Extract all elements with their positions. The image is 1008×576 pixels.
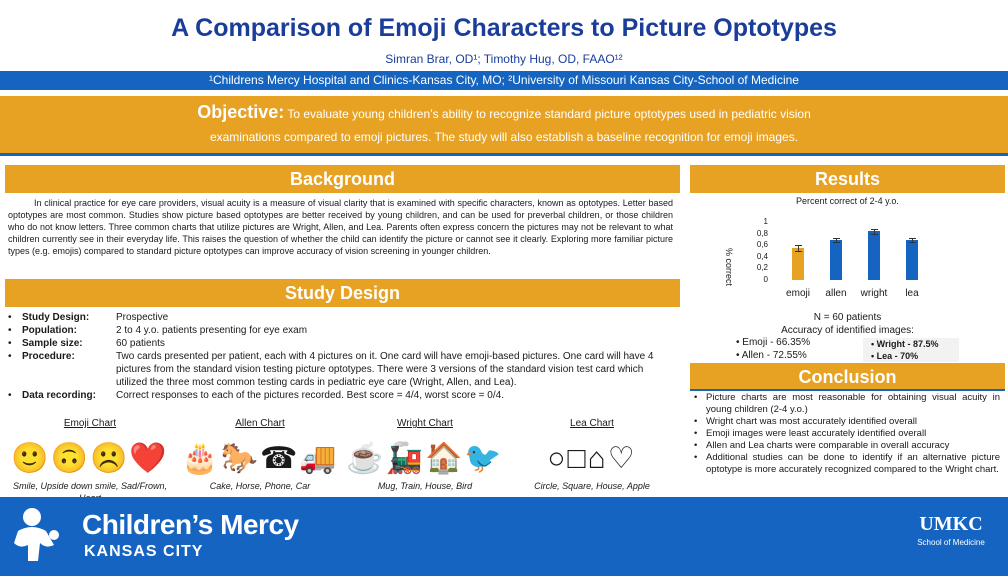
result-item: • Lea - 70% [871,351,919,361]
conclusion-item: • Allen and Lea charts were comparable in overall accuracy [694,440,1000,452]
allen-chart-sample [180,418,340,492]
y-tick-label: 0,4 [756,251,768,261]
wright-chart-sample [345,418,505,492]
allen-pictures-icon: 🎂🐎☎🚚 [181,442,339,475]
objective-text-1: To evaluate young children’s ability to recognize standard picture optotypes used in pediatric vision [287,107,811,121]
conclusion-item: • Picture charts are most reasonable for obtaining visual acuity in young children (2-4 y.o.) [694,392,1000,416]
study-design-heading: Study Design [5,279,680,307]
chart-y-axis-label: % correct [724,248,734,287]
objective-text-2: examinations compared to emoji pictures. The study will also establish a baseline recognition for emoji images. [209,130,799,144]
error-cap [795,251,802,252]
accuracy-label: Accuracy of identified images: [781,325,914,336]
y-tick-label: 0,6 [756,240,768,250]
affiliations-bar: ¹Childrens Mercy Hospital and Clinics-Kansas City, MO; ²University of Missouri Kansas City-School of Medicine [0,71,1008,90]
y-tick-label: 0,2 [756,263,768,273]
bar-wright [868,231,880,280]
result-item: • Emoji - 66.35% [736,337,811,348]
results-highlight-box [863,338,959,362]
error-cap [833,242,840,243]
result-item: • Wright - 87.5% [871,339,939,349]
conclusion-heading: Conclusion [690,363,1005,391]
objective-banner [0,96,1008,156]
emoji-chart-sample [10,418,170,504]
error-cap [909,242,916,243]
y-tick-label: 0 [763,275,768,284]
org-name: Children’s Mercy [82,509,299,540]
lea-chart-sample [512,418,672,492]
authors: Simran Brar, OD¹; Timothy Hug, OD, FAAO¹² [385,52,623,66]
emoji-chart-title: Emoji Chart [63,418,117,429]
error-cap [871,234,878,235]
chart-title: Percent correct of 2-4 y.o. [796,196,899,206]
footer-bar [0,497,1008,576]
emoji-pictures-icon: 🙂🙃☹️❤️ [11,442,169,475]
lea-chart-title: Lea Chart [570,418,614,429]
wright-pictures-icon: ☕🚂🏠🐦 [346,442,504,475]
background-heading: Background [5,165,680,193]
error-cap [909,238,916,239]
error-cap [871,229,878,230]
conclusion-item: • Emoji images were least accurately identified overall [694,428,1000,440]
x-tick-label: allen [825,288,847,299]
conclusion-item: • Additional studies can be done to identify if an alternative picture optotype is more accurately recognized compared to the Wright chart. [694,452,1000,476]
results-summary [690,311,1005,337]
x-tick-label: lea [905,288,919,299]
error-cap [795,245,802,246]
objective-label: Objective: [197,102,285,122]
wright-chart-caption: Mug, Train, House, Bird [377,481,473,491]
y-tick-label: 1 [763,217,768,226]
conclusion-list [694,392,1000,476]
allen-chart-title: Allen Chart [235,418,285,429]
lea-chart-caption: Circle, Square, House, Apple [534,481,650,491]
bar-lea [906,240,918,280]
sample-size-note: N = 60 patients [813,312,882,323]
results-heading: Results [690,165,1005,193]
background-text: In clinical practice for eye care providers, visual acuity is a measure of visual clarity that is examined with specific characters, known as optotypes. Letter based optotypes are most common. Studies show picture based optotypes are better received by young children, and can be used for preverbal children, or those children who do not know letters. Three common charts that utilize pictures are Wright, Allen, and Lea. Parents often express concern the pictures may not be relevant to what children currently see in their everyday life. This raises the question of whether the child can identify the picture or cannot see it clearly. Exploring more familiar picture types (e.g. emojis) compared to standard picture optotypes can improve accuracy of vision screening in younger children. [8,198,673,256]
x-tick-label: wright [860,288,888,299]
umkc-logo: UMKC School of Medicine [917,513,985,547]
bar-emoji [792,248,804,280]
wright-chart-title: Wright Chart [397,418,453,429]
org-city: KANSAS CITY [84,543,204,560]
conclusion-item: • Wright chart was most accurately identified overall [694,416,1000,428]
error-cap [833,238,840,239]
childrens-mercy-logo-icon [10,505,68,567]
y-tick-label: 0,8 [756,228,768,238]
lea-pictures-icon: ○□⌂♡ [547,442,637,475]
emoji-chart-caption: Smile, Upside down smile, Sad/Frown, [12,481,168,491]
allen-chart-caption: Cake, Horse, Phone, Car [209,481,311,491]
bar-allen [830,240,842,280]
poster-title: A Comparison of Emoji Characters to Picture Optotypes [171,14,837,42]
x-tick-label: emoji [786,288,810,299]
result-item: • Allen - 72.55% [736,350,807,361]
